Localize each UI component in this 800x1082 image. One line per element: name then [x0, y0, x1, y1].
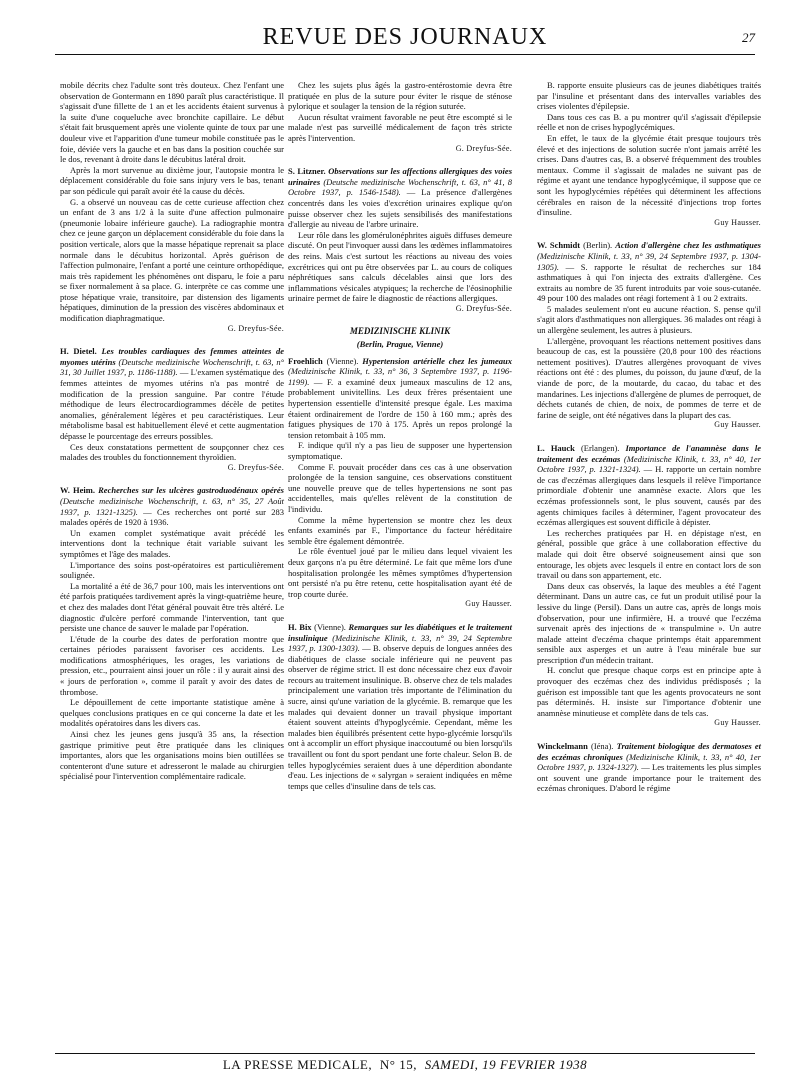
footer-journal: LA PRESSE MEDICALE,: [222, 1057, 373, 1072]
article-dietel: [60, 346, 284, 473]
paragraph: Le dépouillement de cette importante statistique amène à quelques conclusions pratiques en ce qui concerne la date et les modalités opératoires dans les divers cas.: [60, 697, 284, 729]
signature: G. Dreyfus-Sée.: [455, 143, 512, 153]
article-place: (Iéna).: [591, 741, 614, 752]
signature: Guy Hausser.: [714, 420, 761, 430]
article-title: Remarques sur les diabétiques et le traitement insulinique: [288, 621, 513, 643]
article-schmidt: [537, 240, 761, 431]
article-author: W. Schmidt: [537, 240, 581, 251]
paragraph: L'importance des soins post-opératoires est particulièrement soulignée.: [60, 559, 284, 581]
article-bix: [288, 622, 512, 792]
article-text: — Ces recherches ont porté sur 283 malades opérés de 1920 à 1936.: [60, 506, 284, 528]
article-title: Recherches sur les ulcères gastroduodénaux opérés: [98, 485, 284, 496]
article-author: Winckelmann: [537, 741, 588, 752]
article-place: (Berlin).: [583, 240, 613, 251]
article-text: — Les traitements les plus simples ont souvent une grande importance pour le traitement des eczémas chroniques. D'abord le régime: [537, 762, 762, 794]
paragraph: F. indique qu'il n'y a pas lieu de supposer une hypertension symptomatique.: [288, 440, 512, 461]
paragraph: L'étude de la courbe des dates de perforation montre que certaines périodes paraissent favoriser ces accidents. Les modifications atmosphériques, les orages, les variations de pression, etc., pourraient ainsi jouer un rôle : il y aurait ainsi des « jours de perforation », comme il paraît y avoir des dates de thrombose.: [60, 633, 284, 697]
article-title: Hypertension artérielle chez les jumeaux: [362, 355, 513, 366]
paragraph: Le rôle éventuel joué par le milieu dans lequel vivaient les deux garçons n'a pu être déterminé. Le fait que même lors d'une hospitalisation prolongée les mêmes symptômes d'hypertension ont persisté n'a pu être retenu, cette hospitalisation ayant été de trop courte durée.: [288, 546, 512, 599]
paragraph: 5 malades seulement n'ont eu aucune réaction. S. pense qu'il s'agit alors d'asthmatiques non allergiques. 36 malades ont réagi à un allergène seulement, les autres à plusieurs.: [537, 303, 761, 336]
article-citation: (Deutsche medizinische Wochenschrift, t. 63, n° 41, 8 Octobre 1937, p. 1546-1548).: [288, 176, 512, 198]
paragraph: Aucun résultat vraiment favorable ne peut être escompté si le malade n'est pas surveillé médicalement de façon très stricte après l'intervention.: [288, 111, 512, 143]
footer-date: SAMEDI, 19 FEVRIER 1938: [424, 1057, 588, 1072]
paragraph: Dans tous ces cas B. a pu montrer qu'il s'agissait d'épilepsie réelle et non de crises hypoglycémiques.: [537, 111, 761, 133]
article-author: L. Hauck: [537, 443, 575, 453]
signature: G. Dreyfus-Sée.: [227, 462, 284, 472]
article-citation: (Deutsche medizinische Wochenschrift, t. 63, n° 31, 30 Juillet 1937, p. 1186-1188).: [60, 356, 284, 378]
paragraph: En effet, le taux de la glycémie était presque toujours très élevé et des injections de solution sucrée n'ont jamais arrêté les crises. Dans d'autres cas, B. a observé fréquemment des troubles mentaux. Comme il s'agissait de malades ne suivant pas de régime et ayant une tendance hypoglycémique, il suppose que ce sont les hypoglycémies répétées qui déterminent les affections cérébrales en raison de la nécessité d'injections trop fortes d'insuline.: [537, 132, 761, 218]
column-2: [288, 80, 512, 791]
article-title: Les troubles cardiaques des femmes atteintes de myomes utérins: [60, 346, 284, 367]
column-1: [60, 80, 284, 782]
article-title: Observations sur les affections allergiques des voies urinaires: [288, 166, 512, 187]
paragraph: Les recherches pratiquées par H. en dépistage n'est, en général, possible que grâce à une collaboration effective du malade qui doit être observé soigneusement ainsi que son entourage, les objets avec lesquels il entre en contact lors de son travail ou dans son appartement, etc.: [537, 527, 761, 581]
paragraph: B. rapporte ensuite plusieurs cas de jeunes diabétiques traités par l'insuline et présentant dans des intervalles variables des crises violentes d'épilepsie.: [537, 80, 761, 112]
page-header: [55, 24, 755, 55]
section-subtitle: (Berlin, Prague, Vienne): [356, 339, 444, 350]
article-citation: (Medizinische Klinik, t. 33, n° 39, 24 Septembre 1937, p. 1304-1305).: [537, 250, 761, 272]
paragraph: Leur rôle dans les glomérulonéphrites aiguës diffuses demeure discuté. On peut l'invoquer aussi dans les œdèmes inflammatoires des reins. Mais c'est surtout les réactions au niveau des voies excrétrices qui ont pu être observées par L. au cours de coliques néphrétiques sans calculs décelables ainsi que lors des inflammations vésicales atypiques; la recherche de l'éosinophilie urinaire permet de faire le diagnostic de réactions allergiques.: [288, 229, 512, 304]
article-title: Traitement biologique des dermatoses et des eczémas chroniques: [537, 741, 761, 762]
paragraph: Après la mort survenue au dixième jour, l'autopsie montra le déplacement considérable du foie sans injury vers le bas, tenant par son pédicule qui paraît avoir été la cause du décès.: [60, 164, 284, 196]
article-text: — L'examen systématique des femmes atteintes de myomes utérins n'a pas montré de modification de la pression sanguine. Par contre l'étude méthodique de leurs électrocardiogrammes décèle de petites anomalies, généralement légères et peu caractéristiques. Leur métabolisme basal est habituellement élevé et cette augmentation dépasse le pourcentage des erreurs possibles.: [60, 367, 284, 441]
paragraph: L'allergène, provoquant les réactions nettement positives dans beaucoup de cas, est la poussière (20,8 pour 100 des réactions nettement positives). D'autres allergènes provoquant de vives réactions ont été : des plumes, du poisson, du jaune d'œuf, de la viande de porc, de la moutarde, du cacao, du tabac et des mandarines. Les injections d'allergène de plumes de perroquet, de déchets cutanés de chien, de noix, de pommes de terre et de farine de seigle, ont été négatives dans la plupart des cas.: [537, 335, 761, 420]
paragraph: G. a observé un nouveau cas de cette curieuse affection chez un enfant de 3 ans 1/2 à la suite d'une affection pulmonaire (pneumonie lobaire inférieure gauche). La radiographie montra chez ce jeune garçon un déplacement considérable du foie dans la position verticale, alors que la masse hépatique reprenait sa place normale dans le décubitus horizontal. Après guérison de l'affection pulmonaire, l'enfant a porté une ceinture orthopédique, mais très rapidement les phénomènes ont disparu, le foie a paru se fixer normalement à sa place. G. interprète ce cas comme une ptose hépatique vraie, transitoire, par distension des ligaments hépatiques, diminution de la pression des viscères abdominaux et modification diaphragmatique.: [60, 196, 284, 324]
signature: G. Dreyfus-Sée.: [227, 323, 284, 333]
article-text: — S. rapporte le résultat de recherches sur 184 asthmatiques à qui l'on injecta des extraits d'allergène. Ces extraits au nombre de 35 furent introduits par voie sous-cutanée. 49 pour 100 des malades ont réagi fortement à 1 ou 2 extraits.: [537, 261, 761, 304]
signature: Guy Hausser.: [714, 217, 761, 227]
article-author: H. Dietel.: [60, 346, 97, 357]
paragraph: Dans deux cas observés, la laque des meubles a été l'agent déterminant. Dans un autre cas, ce fut un produit utilisé pour la lessive du linge (Persil). Dans un autre cas, après de longs mois d'observation, pour une infirmière, H. a trouvé que l'eczéma survenait après des injections de « transpulmine ». Un autre malade atteint d'eczéma chaque printemps était apparemment sensible aux asperges et un autre à l'eau minérale bue sur prescription d'un médecin traitant.: [537, 580, 761, 665]
paragraph: Ces deux constatations permettent de soupçonner chez ces malades des troubles du fonctionnement thyroïdien.: [60, 441, 284, 463]
article-citation: (Deutsche medizinische Wochenschrift, t. 63, n° 35, 27 Août 1937, p. 1321-1325).: [60, 495, 284, 517]
article-text: — B. observe depuis de longues années des diabétiques de classe sociale inférieure qui ne peuvent pas observer de régime strict. Il est donc nécessaire chez eux d'avoir recours au traitement insulinique. B. observe chez de tels malades principalement une variation très importante de l'élimination du sucre, ainsi qu'une variation de la glycémie. B. remarque que les malades qui devaient donner un travail physique important étaient souvent atteints d'hypoglycémie. Cependant, même les malades bien équilibrés présentent cette hypo-glycémie lorsqu'ils ont à accomplir un effort physique inaccoutumé ou bien lorsqu'ils travaillent ou font du sport pendant une forte chaleur. Selon B. de telles hypoglycémies seraient dues à une déperdition abondante d'eau. Les injections de « salyrgan » seraient indiquées en même temps que celles d'insuline dans de tels cas.: [288, 643, 512, 791]
journal-title: REVUE DES JOURNAUX: [262, 24, 548, 50]
paragraph: La mortalité a été de 36,7 pour 100, mais les interventions ont été parfois pratiquées tardivement après la vingt-quatrième heure, et chez des malades dont l'état général pouvait être très altéré. Le diagnostic d'ulcère perforé commande l'intervention, tant que persiste une chance de sauver le malade par l'opération.: [60, 580, 284, 634]
article-winckelmann: [537, 741, 761, 794]
paragraph: Chez les sujets plus âgés la gastro-entérostomie devra être pratiquée en plus de la suture pour éviter le risque de sténose pylorique et soulager la tension de la région suturée.: [288, 80, 512, 112]
paragraph: Ainsi chez les jeunes gens jusqu'à 35 ans, la résection gastrique primitive peut être pratiquée dans les cliniques importantes, alors que les organisations moins bien outillées se contenteront d'une suture et adresseront le malade au chirurgien spécialisé pour l'intervention complémentaire radicale.: [60, 729, 284, 782]
signature: Guy Hausser.: [465, 599, 512, 609]
article-litzner: [288, 166, 512, 314]
article-title: Action d'allergène chez les asthmatiques: [615, 240, 761, 251]
page-footer: [55, 1053, 755, 1073]
paragraph: Un examen complet systématique avait précédé les interventions dont la technique était variable suivant les symptômes et l'âge des malades.: [60, 527, 284, 559]
article-author: S. Litzner.: [288, 166, 326, 177]
footer-issue: N° 15,: [379, 1057, 417, 1072]
signature: Guy Hausser.: [714, 718, 761, 728]
paragraph: mobile décrits chez l'adulte sont très douteux. Chez l'enfant une observation de Gontermann en 1890 paraît plus caractéristique. Il s'agissait d'une fillette de 1 an et les accidents étaient survenus à la suite d'une coqueluche avec bronchite capillaire. Le début s'était fait brusquement après une violente quinte de toux par une douleur vive et l'apparition d'une tumeur mobile constituée pas le foie, déviée vers la gauche et en bas dans la position couchée sur le dos, revenant à droite dans le décubitus latéral droit.: [60, 80, 284, 165]
section-title: MEDIZINISCHE KLINIK: [349, 326, 451, 337]
column-3: [537, 80, 761, 794]
article-citation: (Medizinische Klinik, t. 33, n° 40, 1er Octobre 1937, p. 1324-1327).: [537, 751, 761, 773]
article-citation: (Medizinische Klinik, t. 33, n° 39, 24 Septembre 1937, p. 1300-1303).: [288, 632, 513, 654]
article-title: Importance de l'anamnèse dans le traitement des eczémas: [537, 443, 762, 464]
article-place: (Vienne).: [314, 621, 346, 632]
article-citation: (Medizinische Klinik, t. 33, n° 40, 1er Octobre 1937, p. 1321-1324).: [537, 453, 762, 475]
article-text: — H. rapporte un certain nombre de cas d'eczémas allergiques dans lesquels il relève l'importance primordiale d'obtenir une anamnèse exacte. Alors que les eczémas professionnels sont, le plus souvent, causés par des agents chimiques faciles à déterminer, l'agent provocateur des eczémas allergiques est souvent difficile à dépister.: [537, 464, 762, 528]
signature: G. Dreyfus-Sée.: [455, 303, 512, 313]
article-citation: (Medizinische Klinik, t. 33, n° 36, 3 Septembre 1937, p. 1196-1199).: [288, 366, 512, 387]
article-place: (Erlangen).: [580, 443, 620, 453]
article-author: Froehlich: [288, 355, 323, 366]
article-place: (Vienne).: [326, 355, 359, 366]
page-number: 27: [742, 30, 755, 45]
article-author: H. Bix: [288, 621, 312, 632]
paragraph: H. conclut que presque chaque corps est en principe apte à provoquer des eczémas chez des individus prédisposés ; la guérison est impossible tant que les agents provocateurs ne sont pas déterminés. H. insiste sur l'importance d'obtenir une anamnèse minutieuse et complète dans de tels cas.: [537, 665, 761, 718]
article-froehlich: [288, 356, 512, 610]
article-text: — F. a examiné deux jumeaux masculins de 12 ans, probablement univitellins. Les deux frères présentaient une hypertension essentielle d'intensité presque égale. Les maxima étaient ordinairement de l'ordre de 150 à 160 mm.; après des fatigues physiques de 170 à 175. Après un repos prolongé la tension retombait à 105 mm.: [288, 376, 512, 440]
article-heim: [60, 485, 284, 782]
paragraph: Comme F. pouvait procéder dans ces cas à une observation prolongée de la tension sanguine, ces observations constituent une nouvelle preuve que de telles hypertensions ne sont pas accidentelles, mais qu'elles relèvent de la constitution de l'individu.: [288, 461, 512, 514]
article-author: W. Heim.: [60, 485, 95, 496]
article-text: — La présence d'allergènes concentrés dans les voies d'excrétion urinaires explique qu'on puisse observer chez les sujets sensibilisés des manifestations d'allergie au niveau de l'arbre urinaire.: [288, 187, 512, 230]
article-hauck: [537, 443, 761, 729]
paragraph: Comme la même hypertension se montre chez les deux enfants examinés par F., l'importance du facteur héréditaire semble être également démontrée.: [288, 514, 512, 546]
